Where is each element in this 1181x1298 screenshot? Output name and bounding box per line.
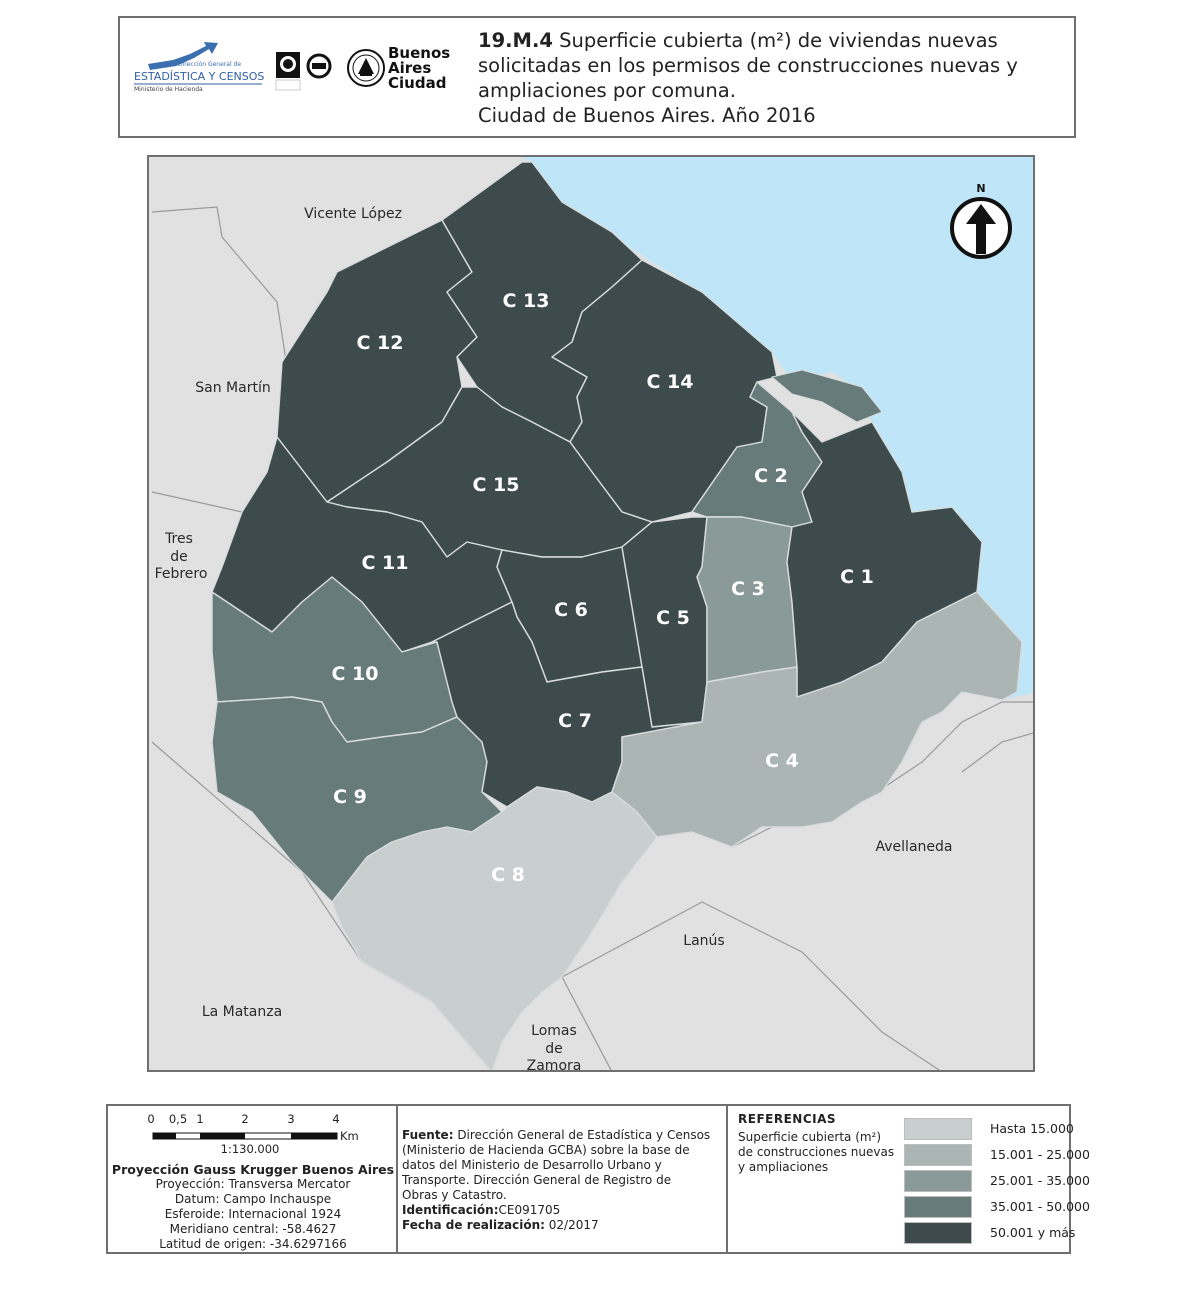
label-tres-febrero-1: Tres <box>165 531 193 547</box>
fecha-value: 02/2017 <box>544 1218 599 1232</box>
city-logo-line1: Buenos <box>388 44 451 62</box>
comuna-label-C13: C 13 <box>502 290 550 312</box>
ident-label: Identificación: <box>402 1203 499 1217</box>
scale-tick-05: 0,5 <box>168 1112 188 1126</box>
comuna-label-C12: C 12 <box>356 332 404 354</box>
label-vicente-lopez: Vicente López <box>304 206 402 222</box>
source-text <box>402 1128 726 1233</box>
label-lomas-1: Lomas <box>531 1023 577 1039</box>
title-line4: Ciudad de Buenos Aires. Año 2016 <box>478 104 816 127</box>
comuna-label-C9: C 9 <box>333 786 367 808</box>
scale-tick-4: 4 <box>332 1112 340 1126</box>
spheroid-line: Esferoide: Internacional 1924 <box>164 1207 342 1221</box>
legend-swatch-4 <box>904 1196 972 1218</box>
logo-line1: Dirección General de <box>178 61 242 68</box>
scale-tick-1: 1 <box>196 1112 204 1126</box>
scale-ratio: 1:130.000 <box>220 1142 280 1154</box>
logo-line2: ESTADÍSTICA Y CENSOS <box>134 70 265 83</box>
north-label: N <box>976 182 986 195</box>
city-logo-line3: Ciudad <box>388 74 447 92</box>
label-tres-febrero-2: de <box>170 549 188 565</box>
projection-line: Proyección: Transversa Mercator <box>155 1177 351 1191</box>
city-logo-line2: Aires <box>388 59 432 77</box>
legend-sub3: y ampliaciones <box>738 1160 829 1174</box>
legend-panel <box>728 1106 1090 1252</box>
label-lomas-3: Zamora <box>526 1058 582 1074</box>
legend-swatch-2 <box>904 1144 972 1166</box>
comuna-label-C8: C 8 <box>491 864 525 886</box>
legend-swatch-1 <box>904 1118 972 1140</box>
projection-title: Proyección Gauss Krugger Buenos Aires <box>111 1162 395 1177</box>
label-lomas-2: de <box>545 1041 563 1057</box>
fuente-line2: (Ministerio de Hacienda GCBA) sobre la base de <box>402 1143 690 1157</box>
legend-swatch-3 <box>904 1170 972 1192</box>
comuna-label-C14: C 14 <box>646 371 694 393</box>
comuna-label-C11: C 11 <box>361 552 409 574</box>
footer-box <box>106 1104 1090 1254</box>
ident-value: CE091705 <box>498 1203 561 1217</box>
meridian-line: Meridiano central: -58.4627 <box>169 1222 337 1236</box>
map-title <box>478 28 1018 128</box>
logo-line3: Ministerio de Hacienda <box>134 86 203 93</box>
legend-sub1: Superficie cubierta (m²) <box>738 1130 882 1144</box>
legend-label-1: Hasta 15.000 <box>990 1121 1074 1136</box>
fuente-label: Fuente: <box>402 1128 454 1142</box>
comuna-label-C3: C 3 <box>731 578 765 600</box>
fuente-line1: Dirección General de Estadística y Censos <box>453 1128 711 1142</box>
scale-tick-0: 0 <box>147 1112 155 1126</box>
legend-title: REFERENCIAS <box>738 1112 837 1126</box>
fecha-label: Fecha de realización: <box>402 1218 545 1232</box>
legend-label-3: 25.001 - 35.000 <box>990 1173 1090 1188</box>
fuente-line4: Transporte. Dirección General de Registro de <box>402 1173 672 1187</box>
header-box <box>118 16 1076 138</box>
comuna-label-C2: C 2 <box>754 465 788 487</box>
estadistica-logo <box>128 40 278 120</box>
title-code: 19.M.4 <box>478 29 553 52</box>
scale-bar <box>108 1112 398 1154</box>
legend-label-5: 50.001 y más <box>990 1225 1076 1240</box>
source-panel <box>398 1106 728 1252</box>
legend-swatch-5 <box>904 1222 972 1244</box>
fuente-line5: Obras y Catastro. <box>402 1188 507 1202</box>
fuente-line3: datos del Ministerio de Desarrollo Urbano y <box>402 1158 662 1172</box>
city-shield-icon <box>346 46 386 92</box>
comuna-label-C5: C 5 <box>656 607 690 629</box>
scale-tick-2: 2 <box>241 1112 249 1126</box>
comuna-label-C10: C 10 <box>331 663 379 685</box>
comuna-label-C7: C 7 <box>558 710 592 732</box>
scale-unit: Km <box>340 1129 359 1143</box>
datum-line: Datum: Campo Inchauspe <box>174 1192 332 1206</box>
label-la-matanza: La Matanza <box>201 1004 283 1020</box>
legend-subtitle <box>738 1130 894 1175</box>
title-line2: solicitadas en los permisos de construcciones nuevas y <box>478 54 1018 77</box>
legend-label-2: 15.001 - 25.000 <box>990 1147 1090 1162</box>
title-line1: Superficie cubierta (m²) de viviendas nuevas <box>552 29 998 52</box>
label-tres-febrero-3: Febrero <box>154 566 208 582</box>
comuna-label-C6: C 6 <box>554 599 588 621</box>
projection-panel <box>108 1106 398 1252</box>
quality-seals-icon <box>274 48 344 108</box>
legend-label-4: 35.001 - 50.000 <box>990 1199 1090 1214</box>
city-logo-text <box>388 46 450 91</box>
comuna-label-C4: C 4 <box>765 750 799 772</box>
map-frame <box>147 155 1035 1072</box>
scale-tick-3: 3 <box>287 1112 295 1126</box>
label-lanus: Lanús <box>683 933 725 949</box>
legend-sub2: de construcciones nuevas <box>738 1145 895 1159</box>
choropleth-map <box>149 157 1035 1072</box>
label-avellaneda: Avellaneda <box>875 839 953 855</box>
title-line3: ampliaciones por comuna. <box>478 79 736 102</box>
comuna-label-C15: C 15 <box>472 474 520 496</box>
label-san-martin: San Martín <box>195 380 271 396</box>
latitude-line: Latitud de origen: -34.6297166 <box>159 1237 347 1251</box>
comuna-label-C1: C 1 <box>840 566 874 588</box>
